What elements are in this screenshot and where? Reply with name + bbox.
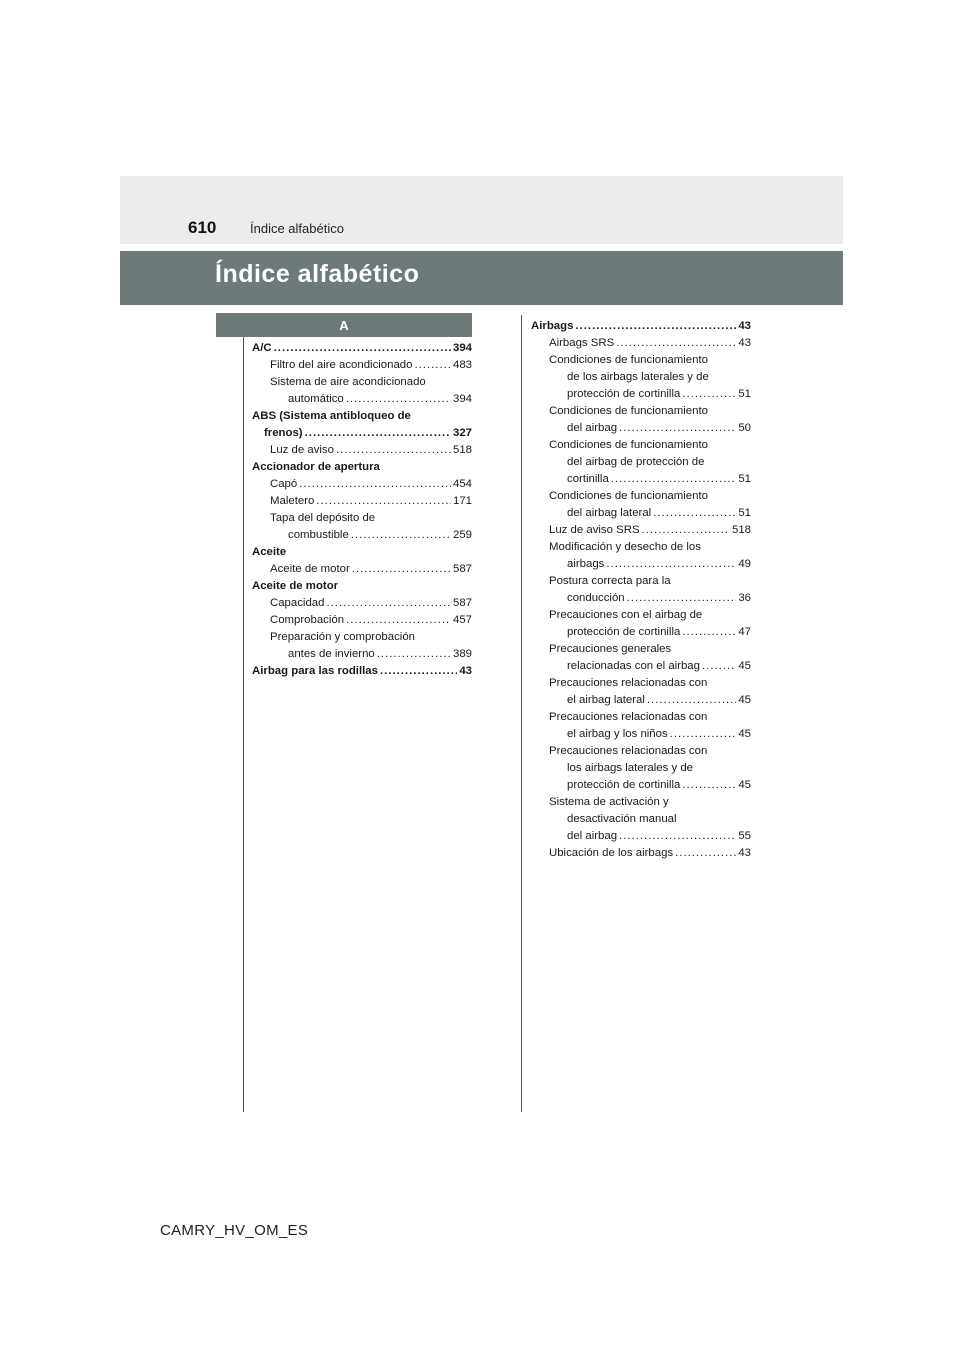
- entry-label: Capacidad: [270, 597, 325, 609]
- index-entry: Precauciones relacionadas con: [549, 711, 708, 723]
- index-entry: Precauciones generales: [549, 643, 672, 655]
- index-entry: Aceite: [252, 546, 287, 558]
- index-entry: del airbag de protección de: [567, 456, 705, 468]
- leader-dots: [352, 561, 451, 578]
- entry-page-number[interactable]: 45: [738, 728, 751, 740]
- entry-label: protección de cortinilla: [567, 779, 681, 791]
- entry-page-number[interactable]: 457: [452, 614, 472, 626]
- index-entry: [531, 692, 751, 709]
- leader-dots: [326, 595, 451, 612]
- entry-page-number[interactable]: 49: [738, 558, 751, 570]
- entry-label: A/C: [252, 342, 272, 354]
- leader-dots: [346, 612, 451, 629]
- entry-label: Maletero: [270, 495, 315, 507]
- entry-page-number[interactable]: 43: [738, 320, 751, 332]
- leader-dots: [380, 663, 457, 680]
- index-entry: [531, 522, 751, 539]
- entry-label: Filtro del aire acondicionado: [270, 359, 413, 371]
- entry-page-number[interactable]: 454: [452, 478, 472, 490]
- index-entry: [252, 357, 472, 374]
- index-entry: Sistema de activación y: [549, 796, 669, 808]
- entry-label: del airbag: [567, 830, 618, 842]
- leader-dots: [611, 471, 737, 488]
- entry-page-number[interactable]: 483: [452, 359, 472, 371]
- entry-label: Luz de aviso: [270, 444, 334, 456]
- index-entry: [252, 595, 472, 612]
- leader-dots: [619, 420, 736, 437]
- entry-label: combustible: [288, 529, 349, 541]
- entry-page-number[interactable]: 394: [452, 393, 472, 405]
- index-entry: Postura correcta para la: [549, 575, 671, 587]
- index-entry: [252, 663, 472, 680]
- leader-dots: [682, 624, 736, 641]
- index-entry: Condiciones de funcionamiento: [549, 490, 708, 502]
- entry-page-number[interactable]: 55: [738, 830, 751, 842]
- entry-page-number[interactable]: 51: [738, 388, 751, 400]
- index-entry: Condiciones de funcionamiento: [549, 439, 708, 451]
- entry-page-number[interactable]: 50: [738, 422, 751, 434]
- index-column-right: [531, 318, 751, 862]
- entry-label: protección de cortinilla: [567, 626, 681, 638]
- entry-label: el airbag y los niños: [567, 728, 668, 740]
- index-entry: [531, 335, 751, 352]
- index-entry: de los airbags laterales y de: [567, 371, 709, 383]
- leader-dots: [336, 442, 451, 459]
- index-entry: [531, 318, 751, 335]
- index-entry: [252, 493, 472, 510]
- column-rule-left: [243, 315, 244, 1112]
- entry-page-number[interactable]: 51: [738, 507, 751, 519]
- index-entry: [531, 777, 751, 794]
- entry-label: frenos): [264, 427, 303, 439]
- leader-dots: [682, 777, 736, 794]
- column-rule-middle: [521, 315, 522, 1112]
- entry-label: del airbag: [567, 422, 618, 434]
- leader-dots: [647, 692, 736, 709]
- index-entry: [531, 590, 751, 607]
- running-title: Índice alfabético: [250, 221, 344, 236]
- index-entry: Condiciones de funcionamiento: [549, 405, 708, 417]
- leader-dots: [351, 527, 451, 544]
- index-entry: Precauciones relacionadas con: [549, 745, 708, 757]
- entry-page-number[interactable]: 389: [452, 648, 472, 660]
- index-entry: Tapa del depósito de: [270, 512, 376, 524]
- entry-label: cortinilla: [567, 473, 609, 485]
- leader-dots: [619, 828, 736, 845]
- entry-page-number[interactable]: 518: [731, 524, 751, 536]
- index-entry: [252, 391, 472, 408]
- index-entry: [531, 471, 751, 488]
- entry-label: del airbag lateral: [567, 507, 652, 519]
- leader-dots: [575, 318, 736, 335]
- index-entry: [252, 612, 472, 629]
- leader-dots: [606, 556, 736, 573]
- entry-page-number[interactable]: 587: [452, 597, 472, 609]
- entry-label: Aceite de motor: [270, 563, 350, 575]
- leader-dots: [653, 505, 736, 522]
- letter-heading: A: [216, 313, 472, 337]
- index-entry: [531, 420, 751, 437]
- entry-page-number[interactable]: 259: [452, 529, 472, 541]
- entry-label: Comprobación: [270, 614, 345, 626]
- entry-page-number[interactable]: 43: [459, 665, 472, 677]
- leader-dots: [682, 386, 736, 403]
- leader-dots: [642, 522, 730, 539]
- entry-label: conducción: [567, 592, 625, 604]
- index-entry: [252, 476, 472, 493]
- entry-label: relacionadas con el airbag: [567, 660, 700, 672]
- index-entry: [252, 442, 472, 459]
- index-entry: [252, 646, 472, 663]
- entry-label: Luz de aviso SRS: [549, 524, 640, 536]
- index-entry: [531, 386, 751, 403]
- leader-dots: [346, 391, 451, 408]
- index-entry: [252, 340, 472, 357]
- entry-page-number[interactable]: 587: [452, 563, 472, 575]
- leader-dots: [414, 357, 451, 374]
- index-entry: Accionador de apertura: [252, 461, 380, 473]
- index-entry: Sistema de aire acondicionado: [270, 376, 426, 388]
- index-entry: desactivación manual: [567, 813, 677, 825]
- leader-dots: [377, 646, 451, 663]
- entry-page-number[interactable]: 171: [452, 495, 472, 507]
- entry-page-number[interactable]: 518: [452, 444, 472, 456]
- entry-page-number[interactable]: 43: [738, 337, 751, 349]
- header-band: [120, 176, 843, 244]
- index-entry: los airbags laterales y de: [567, 762, 693, 774]
- leader-dots: [627, 590, 737, 607]
- leader-dots: [675, 845, 736, 862]
- header-divider: [120, 244, 220, 246]
- entry-page-number[interactable]: 45: [738, 779, 751, 791]
- entry-label: el airbag lateral: [567, 694, 645, 706]
- entry-label: airbags: [567, 558, 605, 570]
- leader-dots: [305, 425, 451, 442]
- index-column-left: [252, 340, 472, 680]
- entry-page-number[interactable]: 51: [738, 473, 751, 485]
- entry-page-number[interactable]: 47: [738, 626, 751, 638]
- entry-label: Airbags SRS: [549, 337, 615, 349]
- entry-label: protección de cortinilla: [567, 388, 681, 400]
- index-entry: [531, 658, 751, 675]
- entry-page-number[interactable]: 45: [738, 660, 751, 672]
- entry-label: Airbags: [531, 320, 574, 332]
- index-entry: Precauciones relacionadas con: [549, 677, 708, 689]
- entry-label: Capó: [270, 478, 298, 490]
- index-entry: [531, 845, 751, 862]
- index-entry: [252, 561, 472, 578]
- page-number: 610: [188, 218, 217, 237]
- index-entry: Modificación y desecho de los: [549, 541, 701, 553]
- index-entry: [531, 556, 751, 573]
- leader-dots: [274, 340, 451, 357]
- index-entry: Condiciones de funcionamiento: [549, 354, 708, 366]
- document-code: CAMRY_HV_OM_ES: [160, 1222, 309, 1239]
- index-entry: [531, 726, 751, 743]
- index-entry: Precauciones con el airbag de: [549, 609, 703, 621]
- leader-dots: [702, 658, 736, 675]
- entry-page-number[interactable]: 327: [452, 427, 472, 439]
- entry-page-number[interactable]: 394: [452, 342, 472, 354]
- index-entry: ABS (Sistema antibloqueo de: [252, 410, 411, 422]
- entry-label: Ubicación de los airbags: [549, 847, 674, 859]
- index-entry: [531, 624, 751, 641]
- entry-page-number[interactable]: 45: [738, 694, 751, 706]
- index-entry: [252, 527, 472, 544]
- index-entry: [531, 828, 751, 845]
- leader-dots: [670, 726, 737, 743]
- entry-label: Airbag para las rodillas: [252, 665, 378, 677]
- index-entry: [252, 425, 472, 442]
- entry-page-number[interactable]: 36: [738, 592, 751, 604]
- index-entry: [531, 505, 751, 522]
- leader-dots: [616, 335, 736, 352]
- index-entry: Aceite de motor: [252, 580, 339, 592]
- index-entry: Preparación y comprobación: [270, 631, 415, 643]
- entry-label: antes de invierno: [288, 648, 375, 660]
- leader-dots: [299, 476, 451, 493]
- section-title: Índice alfabético: [215, 260, 420, 288]
- entry-label: automático: [288, 393, 344, 405]
- entry-page-number[interactable]: 43: [738, 847, 751, 859]
- leader-dots: [316, 493, 451, 510]
